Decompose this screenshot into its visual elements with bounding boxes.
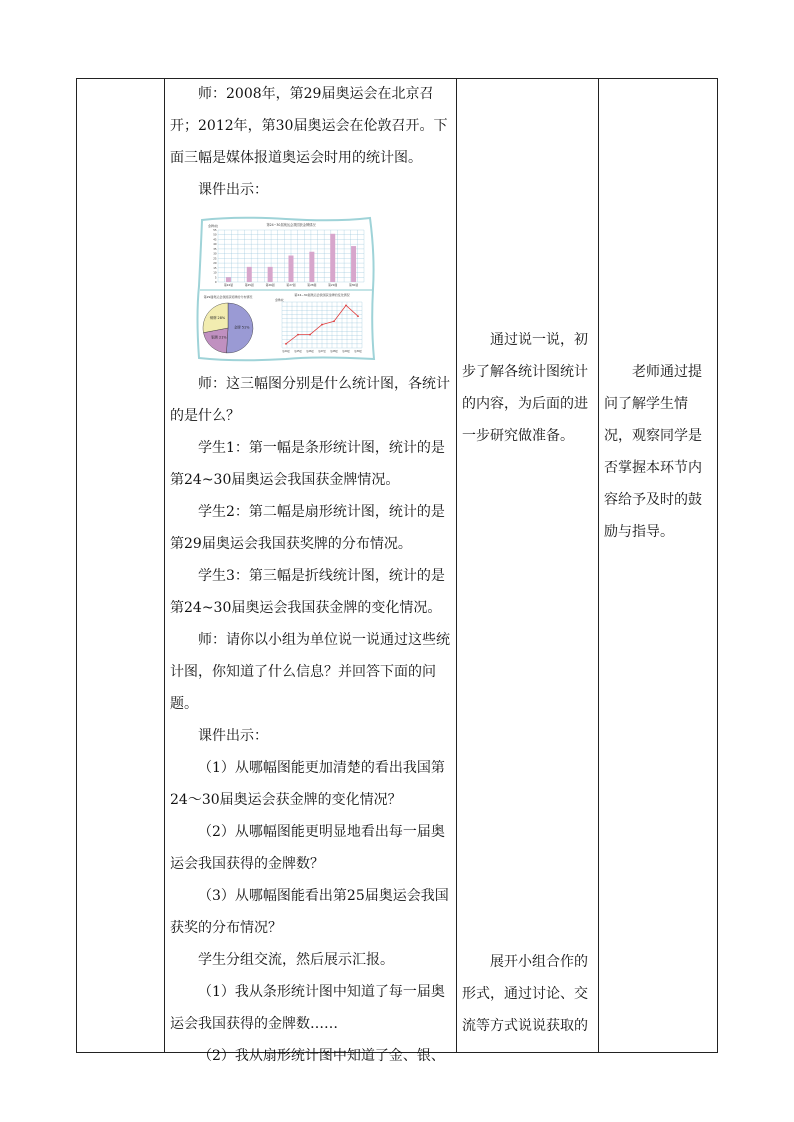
bar <box>247 267 252 282</box>
line-ylabel: 金牌/枚 <box>275 299 284 302</box>
paragraph: 课件出示： <box>198 728 268 744</box>
paragraph: 师：这三幅图分别是什么统计图，各统计的是什么？ <box>170 376 450 424</box>
line-point <box>333 320 335 322</box>
bar-category-label: 第28届 <box>307 283 317 287</box>
bar <box>309 252 314 282</box>
design-intent-text-1: 通过说一说，初步了解各统计图统计的内容，为后面的进一步研究做准备。 <box>462 332 588 444</box>
courseware-figure <box>196 216 376 362</box>
paragraph: （1）从哪幅图能更加清楚的看出我国第24～30届奥运会获金牌的变化情况？ <box>170 760 445 808</box>
bar-tick-label: 35 <box>213 247 217 251</box>
bar-category-label: 第26届 <box>265 283 275 287</box>
table-border-left <box>76 78 77 1052</box>
table-border-right <box>717 78 718 1052</box>
line-category-label: 第30届 <box>354 350 362 353</box>
paragraph: （1）我从条形统计图中知道了每一届奥运会我国获得的金牌数…… <box>170 984 445 1032</box>
bar-tick-label: 45 <box>213 238 217 242</box>
pie-title: 第29届奥运会我国获奖牌的分布情况 <box>203 295 253 299</box>
line-category-label: 第25届 <box>294 350 302 353</box>
bar-tick-label: 30 <box>213 252 217 256</box>
statistics-charts <box>196 216 376 362</box>
bar-ylabel: 金牌/枚 <box>208 224 219 228</box>
line-point <box>357 315 359 317</box>
bar-category-label: 第24届 <box>223 283 234 287</box>
paragraph: 学生分组交流，然后展示汇报。 <box>198 952 394 968</box>
table-divider-1 <box>164 78 165 1052</box>
bar-tick-label: 0 <box>214 281 217 284</box>
line-category-label: 第29届 <box>342 350 350 353</box>
line-title: 第24~30届奥运会我国获金牌的变化情况 <box>294 293 350 297</box>
paragraph: 课件出示： <box>198 182 268 198</box>
bar-category-label: 第27届 <box>286 283 296 287</box>
line-point <box>345 304 347 306</box>
bar-tick-label: 25 <box>213 257 217 261</box>
pie-label: 金牌 51% <box>234 325 250 330</box>
paragraph: （3）从哪幅图能看出第25届奥运会我国获奖的分布情况？ <box>170 888 449 936</box>
line-point <box>297 334 299 336</box>
design-intent-text-2: 展开小组合作的形式，通过讨论、交流等方式说说获取的 <box>462 954 588 1034</box>
paragraph: 学生3：第三幅是折线统计图，统计的是第24~30届奥运会我国获金牌的变化情况。 <box>170 568 445 616</box>
bar <box>289 256 294 282</box>
table-divider-3 <box>598 78 599 1052</box>
line-category-label: 第27届 <box>318 350 326 353</box>
pie-label: 银牌 21% <box>211 335 227 340</box>
design-intent-2 <box>462 946 596 1042</box>
bar-category-label: 第25届 <box>244 283 254 287</box>
bar-tick-label: 10 <box>213 271 217 275</box>
teacher-note <box>604 356 714 548</box>
bar-tick-label: 50 <box>213 233 217 237</box>
bar-category-label: 第30届 <box>348 283 359 287</box>
line-category-label: 第26届 <box>306 350 314 353</box>
line-category-label: 第24届 <box>282 350 290 353</box>
bar <box>226 277 231 282</box>
bar-title: 第24~30届奥运会我国获金牌情况 <box>266 223 316 227</box>
bar-tick-label: 40 <box>213 243 217 247</box>
line-point <box>321 324 323 326</box>
line-point <box>309 334 311 336</box>
table-divider-2 <box>456 78 457 1052</box>
line-point <box>285 343 287 345</box>
paragraph: 师：请你以小组为单位说一说通过这些统计图，你知道了什么信息？并回答下面的问题。 <box>170 632 450 712</box>
bar-tick-label: 15 <box>213 266 217 270</box>
bar-tick-label: 20 <box>213 262 217 266</box>
bar-tick-label: 5 <box>214 276 217 280</box>
paragraph: 师：2008年，第29届奥运会在北京召开；2012年，第30届奥运会在伦敦召开。下面三幅是媒体报道奥运会时用的统计图。 <box>170 86 448 166</box>
teacher-note-text: 老师通过提问了解学生情况，观察同学是否掌握本环节内容给予及时的鼓励与指导。 <box>604 364 702 540</box>
paragraph: 学生2：第二幅是扇形统计图，统计的是第29届奥运会我国获奖牌的分布情况。 <box>170 504 445 552</box>
design-intent-1 <box>462 324 596 452</box>
bar-category-label: 第29届 <box>328 283 338 287</box>
bar <box>330 234 335 282</box>
bar-tick-label: 55 <box>213 229 217 232</box>
pie-label: 铜牌 28% <box>209 316 226 321</box>
line-category-label: 第28届 <box>330 350 338 353</box>
paragraph: （2）从哪幅图能更明显地看出每一届奥运会我国获得的金牌数？ <box>170 824 445 872</box>
paragraph: （2）我从扇形统计图中知道了金、银、 <box>198 1048 445 1064</box>
paragraph: 学生1：第一幅是条形统计图，统计的是第24~30届奥运会我国获金牌情况。 <box>170 440 445 488</box>
bar <box>268 267 273 282</box>
teaching-process-column <box>170 78 456 1072</box>
bar <box>351 246 356 282</box>
